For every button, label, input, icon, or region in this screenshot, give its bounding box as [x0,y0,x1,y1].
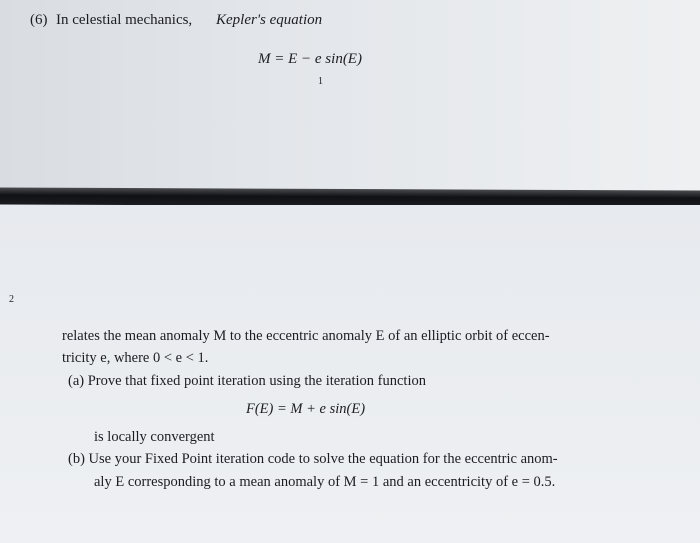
intro-italic: Kepler's equation [216,12,323,28]
problem-number: (6) [30,12,48,28]
part-a: (a) Prove that fixed point iteration using the iteration function [68,373,426,389]
equation-kepler: M = E − e sin(E) [258,51,362,67]
intro-text: In celestial mechanics, [56,12,193,28]
part-b-line-1: (b) Use your Fixed Point iteration code to solve the equation for the eccentric anom- [68,451,558,467]
page-marker: 2 [9,294,14,305]
stray-mark: 1 [318,76,323,87]
paragraph-line-2: tricity e, where 0 < e < 1. [62,350,209,366]
paragraph-line-1: relates the mean anomaly M to the eccentric anomaly E of an elliptic orbit of eccen- [62,328,550,344]
part-b-line-2: aly E corresponding to a mean anomaly of M = 1 and an eccentricity of e = 0.5. [94,474,556,490]
equation-iteration: F(E) = M + e sin(E) [246,401,366,417]
part-a-end: is locally convergent [94,429,215,445]
